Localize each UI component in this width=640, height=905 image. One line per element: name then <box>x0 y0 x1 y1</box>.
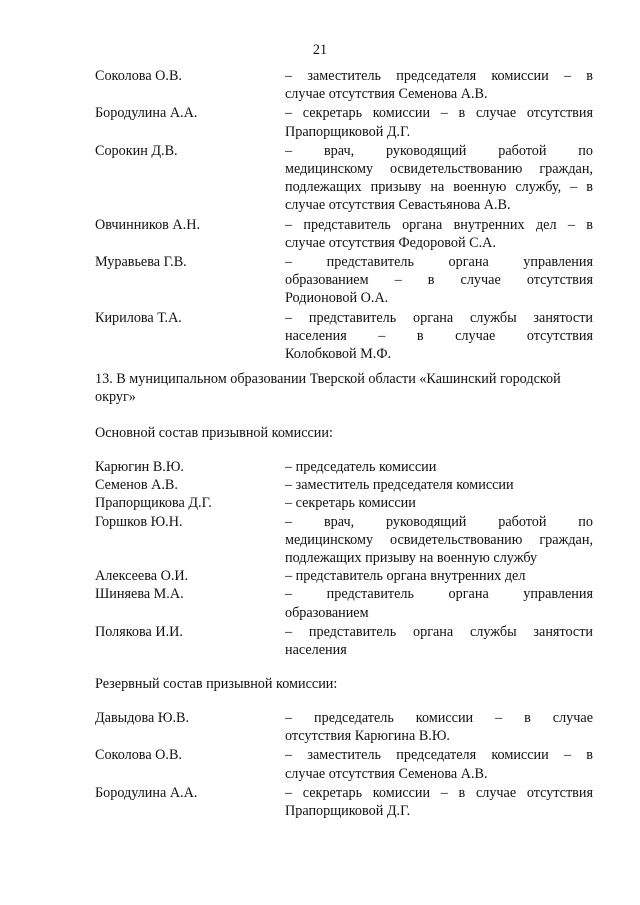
member-name: Сорокин Д.В. <box>95 142 178 159</box>
role-line: – заместитель председателя комиссии – в <box>285 68 593 84</box>
role-line: случае отсутствия Севастьянова А.В. <box>285 197 511 214</box>
list-item <box>95 67 593 103</box>
role-line: – председатель комиссии <box>285 459 437 475</box>
member-role <box>285 476 593 494</box>
member-role <box>285 567 593 585</box>
role-line: подлежащих призыву на военную службу, – в <box>285 179 593 196</box>
member-role <box>285 67 593 103</box>
member-role <box>285 513 593 568</box>
role-line: медицинскому освидетельствованию граждан, <box>285 161 593 178</box>
role-line: – представитель органа управления <box>285 586 593 603</box>
member-name: Бородулина А.А. <box>95 105 198 122</box>
member-role <box>285 585 593 621</box>
role-line: – представитель органа внутренних дел – в <box>285 216 593 233</box>
role-line: случае отсутствия Семенова А.В. <box>285 86 488 103</box>
role-line: – представитель органа службы занятости <box>285 623 593 640</box>
member-name: Семенов А.В. <box>95 477 178 494</box>
list-item <box>95 253 593 308</box>
main-composition-title: Основной состав призывной комиссии: <box>95 425 333 441</box>
member-role <box>285 784 593 820</box>
reserve-composition-list <box>95 709 593 820</box>
role-line: случае отсутствия Семенова А.В. <box>285 765 488 782</box>
member-name: Овчинников А.Н. <box>95 216 201 233</box>
list-item <box>95 513 593 568</box>
member-role <box>285 104 593 140</box>
member-role <box>285 494 593 512</box>
role-line: населения <box>285 642 347 659</box>
role-line: Родионовой О.А. <box>285 290 389 307</box>
role-line: Прапорщиковой Д.Г. <box>285 803 411 820</box>
member-role <box>285 623 593 659</box>
member-name: Давыдова Ю.В. <box>95 710 190 726</box>
member-name: Бородулина А.А. <box>95 784 198 801</box>
role-line: отсутствия Карюгина В.Ю. <box>285 728 450 745</box>
member-role <box>285 142 593 215</box>
role-line: образованием <box>285 604 369 621</box>
list-item <box>95 567 593 585</box>
member-role <box>285 458 593 476</box>
role-line: подлежащих призыву на военную службу <box>285 550 538 567</box>
list-item <box>95 216 593 252</box>
member-name: Соколова О.В. <box>95 747 182 764</box>
list-item <box>95 309 593 364</box>
member-name: Соколова О.В. <box>95 68 182 84</box>
heading-line: 13. В муниципальном образовании Тверской области «Кашинский городской <box>95 371 561 387</box>
role-line: – представитель органа внутренних дел <box>285 568 526 585</box>
member-name: Полякова И.И. <box>95 623 183 640</box>
page-number: 21 <box>312 42 328 58</box>
list-item <box>95 458 593 476</box>
heading-line: округ» <box>95 389 136 406</box>
member-role <box>285 309 593 364</box>
role-line: Колобковой М.Ф. <box>285 346 392 363</box>
role-line: – врач, руководящий работой по <box>285 142 593 159</box>
list-item <box>95 104 593 140</box>
main-composition-list <box>95 458 593 659</box>
role-line: – представитель органа управления <box>285 254 593 271</box>
member-role <box>285 216 593 252</box>
member-name: Прапорщикова Д.Г. <box>95 495 212 512</box>
member-name: Кирилова Т.А. <box>95 309 182 326</box>
member-name: Шиняева М.А. <box>95 586 184 603</box>
reserve-composition-title: Резервный состав призывной комиссии: <box>95 676 338 692</box>
list-item <box>95 746 593 782</box>
list-item <box>95 494 593 512</box>
role-line: Прапорщиковой Д.Г. <box>285 123 411 140</box>
list-item <box>95 142 593 215</box>
member-name: Муравьева Г.В. <box>95 254 187 271</box>
role-line: – секретарь комиссии <box>285 495 416 512</box>
role-line: образованием – в случае отсутствия <box>285 272 593 289</box>
reserve-list-continued <box>95 67 593 363</box>
member-role <box>285 746 593 782</box>
list-item <box>95 623 593 659</box>
role-line: – заместитель председателя комиссии – в <box>285 747 593 764</box>
role-line: населения – в случае отсутствия <box>285 327 593 344</box>
role-line: – секретарь комиссии – в случае отсутствия <box>285 105 593 122</box>
list-item <box>95 476 593 494</box>
list-item <box>95 784 593 820</box>
role-line: – председатель комиссии – в случае <box>285 710 593 726</box>
role-line: – врач, руководящий работой по <box>285 513 593 530</box>
role-line: – представитель органа службы занятости <box>285 309 593 326</box>
member-name: Алексеева О.И. <box>95 568 189 585</box>
role-line: – секретарь комиссии – в случае отсутствия <box>285 784 593 801</box>
member-role <box>285 709 593 745</box>
member-role <box>285 253 593 308</box>
section-heading <box>95 370 593 406</box>
role-line: – заместитель председателя комиссии <box>285 477 514 494</box>
list-item <box>95 585 593 621</box>
role-line: медицинскому освидетельствованию граждан, <box>285 531 593 548</box>
role-line: случае отсутствия Федоровой С.А. <box>285 234 496 251</box>
member-name: Карюгин В.Ю. <box>95 459 184 475</box>
member-name: Горшков Ю.Н. <box>95 513 183 530</box>
list-item <box>95 709 593 745</box>
